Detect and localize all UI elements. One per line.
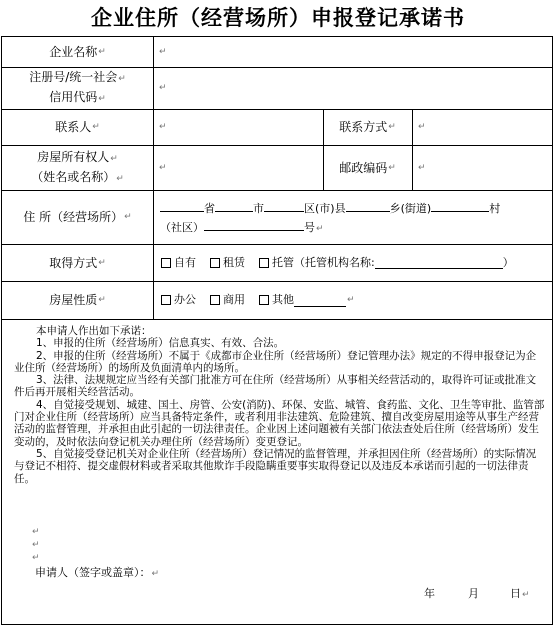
postcode-label: 邮政编码 ↵ bbox=[339, 160, 396, 175]
option-rent[interactable]: 租赁 bbox=[210, 255, 245, 271]
contact-method-field[interactable]: ↵ bbox=[418, 122, 426, 132]
contact-field[interactable]: ↵ bbox=[159, 122, 167, 132]
promise-item-5: 5、自觉接受登记机关对企业住所（经营场所）登记情况的监督管理，并承担因住所（经营场所）的实际情况与登记不相符、提交虚假材料或者采取其他欺诈手段隐瞒重要事实取得登记以及违反本承诺而引起的一切法律责任。 bbox=[14, 447, 537, 485]
contact-method-label: 联系方式 ↵ bbox=[339, 120, 396, 134]
reg-no-field[interactable]: ↵ bbox=[159, 83, 167, 93]
owner-label: 房屋所有权人↵ （姓名或名称）↵ bbox=[31, 149, 124, 184]
option-own[interactable]: 自有 bbox=[161, 255, 196, 271]
obtain-method-label: 取得方式 ↵ bbox=[49, 255, 106, 270]
option-office[interactable]: 办公 bbox=[161, 292, 196, 308]
owner-field[interactable]: ↵ bbox=[159, 162, 167, 173]
checkbox-commercial[interactable] bbox=[210, 295, 220, 305]
promise-item-1: 1、申报的住所（经营场所）信息真实、有效、合法。 bbox=[36, 337, 285, 350]
company-name-field[interactable]: ↵ bbox=[159, 47, 167, 57]
option-trust[interactable]: 托管（托管机构名称: ） bbox=[259, 255, 514, 271]
postcode-field[interactable]: ↵ bbox=[418, 162, 426, 173]
date-day: 日↵ bbox=[510, 587, 530, 600]
reg-no-label: 注册号/统一社会↵ 信用代码↵ bbox=[29, 70, 126, 104]
promise-intro: 本申请人作出如下承诺： bbox=[36, 325, 152, 337]
address-field[interactable]: 省 市 区(市)县 乡(街道) 村 （社区） 号↵ bbox=[160, 199, 550, 238]
checkbox-office[interactable] bbox=[161, 295, 171, 305]
checkbox-trust[interactable] bbox=[259, 258, 269, 268]
date-month: 月 bbox=[468, 587, 479, 600]
option-commercial[interactable]: 商用 bbox=[210, 292, 245, 308]
company-name-label: 企业名称 ↵ bbox=[49, 45, 106, 59]
obtain-method-options bbox=[161, 244, 514, 281]
contact-label: 联系人 ↵ bbox=[55, 120, 100, 134]
promise-item-2: 2、申报的住所（经营场所）不属于《成都市企业住所（经营场所）登记管理办法》规定的不得申报登记为企业住所（经营场所）的场所及负面清单内的场所。 bbox=[14, 349, 537, 374]
address-label: 住 所（经营场所） ↵ bbox=[23, 210, 132, 224]
promise-item-4: 4、自觉接受规划、城建、国土、房管、公安(消防)、环保、安监、城管、食药监、文化、卫生等审批、监管部门对企业住所（经营场所）应当具备特定条件，或者利用非法建筑、危险建筑、擅自改变房屋用途等从事生产经营活动的监督管理，并承担由此引起的一切法律责任。企业因上述问题被有关部门依法查处后住所（经营场所）发生变动的，及时依法向登记机关办理住所（经营场所）变更登记。 bbox=[14, 398, 545, 448]
checkbox-own[interactable] bbox=[161, 258, 171, 268]
house-nature-label: 房屋性质 ↵ bbox=[49, 293, 106, 307]
house-nature-options bbox=[161, 281, 369, 319]
checkbox-rent[interactable] bbox=[210, 258, 220, 268]
option-other[interactable]: 其他 ↵ bbox=[259, 292, 355, 308]
declaration-form: 企业名称 ↵ ↵ 注册号/统一社会↵ 信用代码↵ ↵ 联系人 ↵ ↵ 联系方式 ↵ ↵ 房屋所有权人↵ （姓名或名称）↵ ↵ 邮政编码 ↵ ↵ 住 所（经营场所） ↵ 省 市 区(市)县 乡(街道) 村 （社区） 号↵ 取得方式 ↵ 自有 租赁 托管（托管机构名称: ） 房屋性质 ↵ 办公 商用 其他 ↵ 本申请人作出如下承诺： 1、申报的住所（经营场所）信息真实、有效、合法。 2、申报的住所（经营场所）不属于《成都市企业住所（经营场所）登记管理办法》规定的不得申报登记为企业住所（经营场所）的场所及负面清单内的场所。 3、法律、法规规定应当经有关部门批准方可在住所（经营场所）从事相关经营活动的，取得许可证或批准文件后再开展相关经营活动。 4、自觉接受规划、城建、国土、房管、公安(消防)、环保、安监、城管、食药监、文化、卫生等审批、监管部门对企业住所（经营场所）应当具备特定条件，或者利用非法建筑、危险建筑、擅自改变房屋用途等从事生产经营活动的监督管理，并承担由此引起的一切法律责任。企业因上述问题被有关部门依法查处后住所（经营场所）发生变动的，及时依法向登记机关办理住所（经营场所）变更登记。 5、自觉接受登记机关对企业住所（经营场所）登记情况的监督管理，并承担因住所（经营场所）的实际情况与登记不相符、提交虚假材料或者采取其他欺诈手段隐瞒重要事实取得登记以及违反本承诺而引起的一切法律责任。 ↵ ↵ ↵ 申请人（签字或盖章）：↵ 年 月 日↵ bbox=[1, 36, 553, 625]
promise-text bbox=[14, 325, 546, 485]
applicant-signature[interactable]: 申请人（签字或盖章）：↵ bbox=[35, 566, 160, 579]
checkbox-other[interactable] bbox=[259, 295, 269, 305]
date-year: 年 bbox=[424, 587, 435, 600]
page-title: 企业住所（经营场所）申报登记承诺书 bbox=[91, 5, 465, 30]
promise-item-3: 3、法律、法规规定应当经有关部门批准方可在住所（经营场所）从事相关经营活动的，取得许可证或批准文件后再开展相关经营活动。 bbox=[14, 374, 537, 399]
